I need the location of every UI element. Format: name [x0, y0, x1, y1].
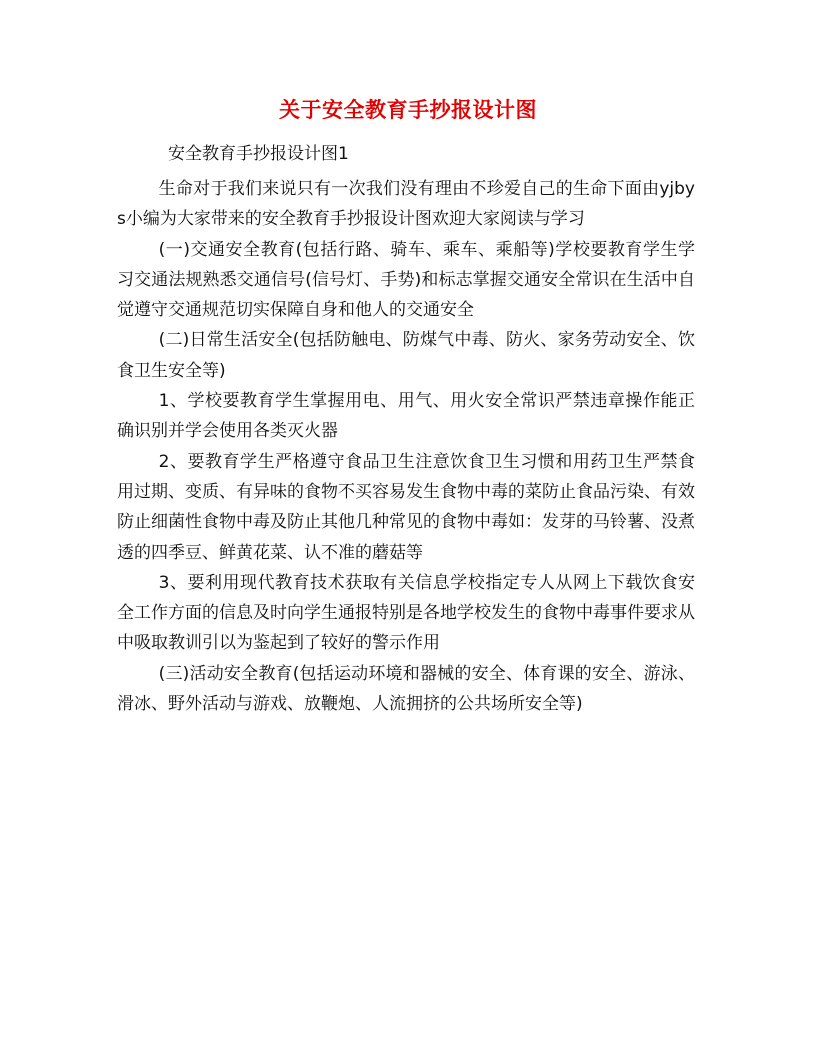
paragraph: (二)日常生活安全(包括防触电、防煤气中毒、防火、家务劳动安全、饮食卫生安全等): [117, 330, 695, 381]
paragraph: 1、学校要教育学生掌握用电、用气、用火安全常识严禁违章操作能正确识别并学会使用各类灭火器: [117, 391, 695, 442]
paragraph: (一)交通安全教育(包括行路、骑车、乘车、乘船等)学校要教育学生学习交通法规熟悉交通信号(信号灯、手势)和标志掌握交通安全常识在生活中自觉遵守交通规范切实保障自身和他人的交通安全: [117, 239, 695, 321]
paragraph: 2、要教育学生严格遵守食品卫生注意饮食卫生习惯和用药卫生严禁食用过期、变质、有异味的食物不买容易发生食物中毒的菜防止食品污染、有效防止细菌性食物中毒及防止其他几种常见的食物中毒如：发芽的马铃薯、没煮透的四季豆、鲜黄花菜、认不准的蘑菇等: [117, 451, 695, 563]
paragraph: (三)活动安全教育(包括运动环境和器械的安全、体育课的安全、游泳、滑冰、野外活动与游戏、放鞭炮、人流拥挤的公共场所安全等): [117, 663, 695, 715]
paragraph: 生命对于我们来说只有一次我们没有理由不珍爱自己的生命下面由yjbys小编为大家带来的安全教育手抄报设计图欢迎大家阅读与学习: [117, 179, 695, 230]
paragraph: 3、要利用现代教育技术获取有关信息学校指定专人从网上下载饮食安全工作方面的信息及时向学生通报特别是各地学校发生的食物中毒事件要求从中吸取教训引以为鉴起到了较好的警示作用: [117, 572, 695, 654]
document-title: 关于安全教育手抄报设计图: [279, 97, 537, 122]
document-subtitle: 安全教育手抄报设计图1: [168, 144, 349, 164]
document-body: [117, 174, 695, 719]
